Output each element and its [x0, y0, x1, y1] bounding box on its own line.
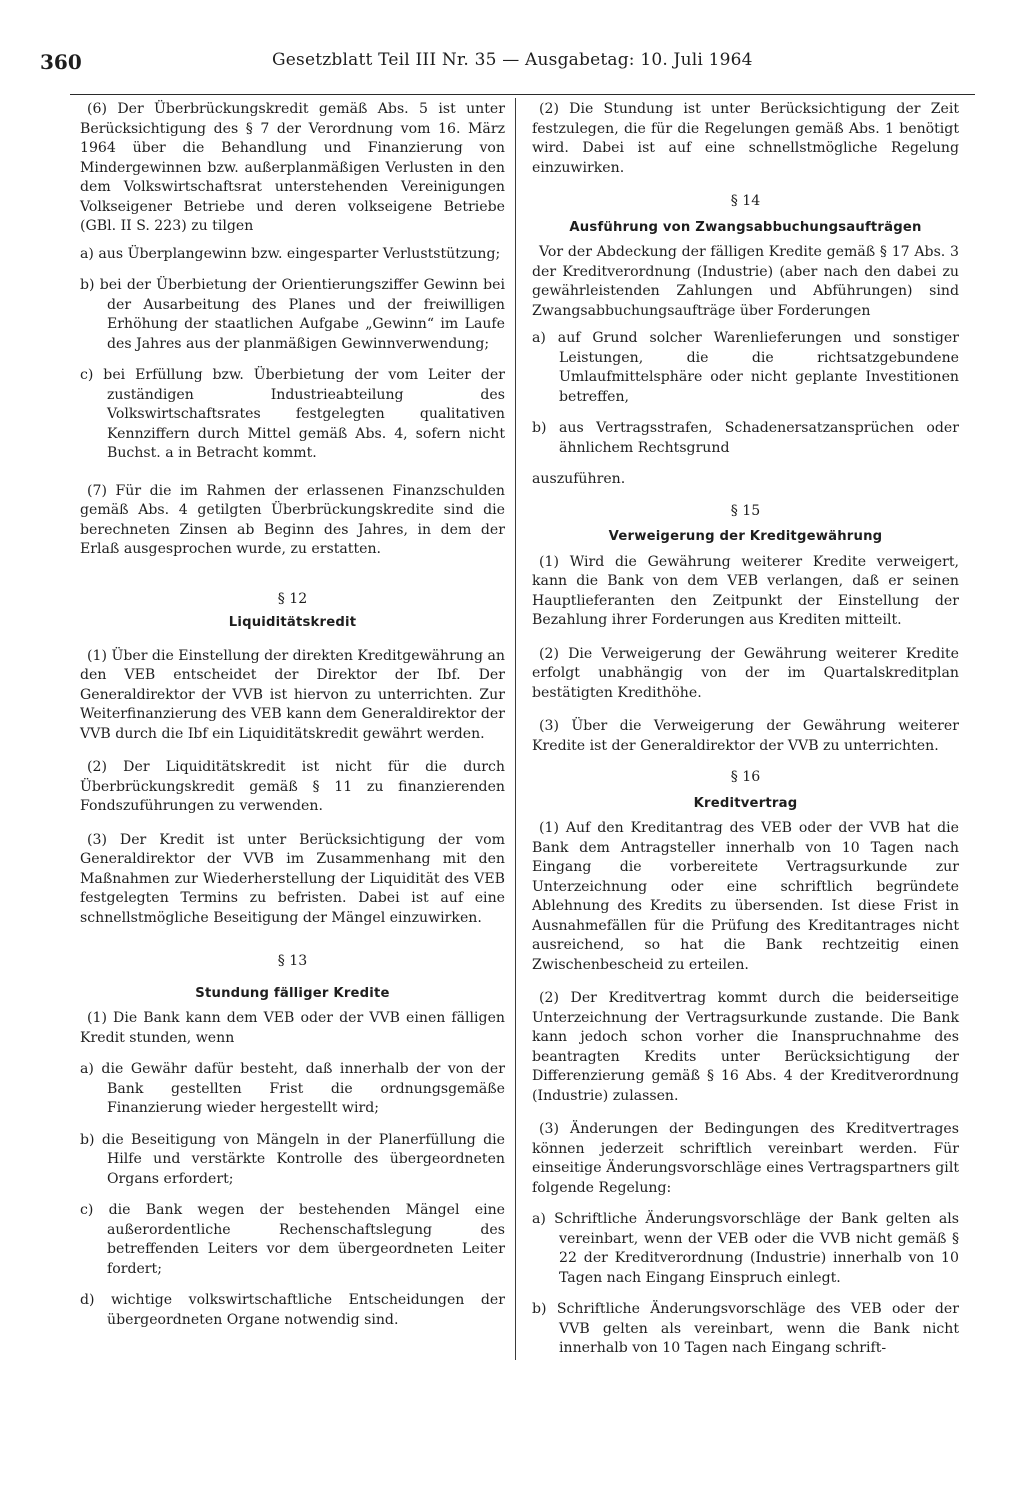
item-14a: a) auf Grund solcher Warenlieferungen und sonstiger Leistungen, die die richtsatzgebundene Umlaufmittelsphäre oder nicht geplante Investitionen betreffen,: [532, 330, 959, 405]
item-16-3a: a) Schriftliche Änderungsvorschläge der Bank gelten als vereinbart, wenn der VEB oder die VVB nicht gemäß § 22 der Kreditverordnung (Industrie) innerhalb von 10 Tagen nach Eingang Einspruch einlegt.: [532, 1211, 959, 1286]
item-6b: b) bei der Überbietung der Orientierungsziffer Gewinn bei der Ausarbeitung des Planes und der freiwilligen Erhöhung der staatlichen Aufgabe „Gewinn“ im Laufe des Jahres aus der planmäßigen Gewinnverwendung;: [80, 277, 505, 352]
section-15-para-3: (3) Über die Verweigerung der Gewährung weiterer Kredite ist der Generaldirektor der VVB zu unterrichten.: [532, 718, 959, 754]
item-13d: d) wichtige volkswirtschaftliche Entscheidungen der übergeordneten Organe notwendig sind.: [80, 1292, 505, 1328]
item-6a: a) aus Überplangewinn bzw. eingesparter Verluststützung;: [80, 245, 501, 262]
section-16-para-2: (2) Der Kreditvertrag kommt durch die beiderseitige Unterzeichnung der Vertragsurkunde zustande. Die Bank kann jedoch schon vorher die Inanspruchnahme des beantragten Kredits unter Berücksichtigung der Differenzierung gemäß § 16 Abs. 4 der Kreditverordnung (Industrie) zulassen.: [532, 990, 959, 1104]
section-15-para-1: (1) Wird die Gewährung weiterer Kredite verweigert, kann die Bank von dem VEB verlangen, daß er seinen Hauptlieferanten den Zeitpunkt der Einstellung der Bezahlung ihrer Forderungen aus Krediten mitteilt.: [532, 553, 959, 628]
section-15-number: § 15: [730, 502, 761, 519]
page-header: [40, 50, 964, 80]
section-13-number: § 13: [277, 953, 308, 969]
item-13a: a) die Gewähr dafür besteht, daß innerhalb der von der Bank gestellten Frist die ordnungsgemäße Finanzierung wieder hergestellt wird;: [80, 1061, 505, 1116]
section-14-intro: Vor der Abdeckung der fälligen Kredite gemäß § 17 Abs. 3 der Kreditverordnung (Industrie) (aber nach den dabei zu gewährleistenden Zahlungen und Abführungen) sind Zwangsabbuchungsaufträge über Forderungen: [532, 244, 959, 319]
page-number: 360: [40, 50, 82, 74]
item-13b: b) die Beseitigung von Mängeln in der Planerfüllung die Hilfe und verstärkte Kontrolle des übergeordneten Organs erfordert;: [80, 1131, 505, 1187]
section-13-title: Stundung fälliger Kredite: [195, 985, 390, 1001]
section-12-para-1: (1) Über die Einstellung der direkten Kreditgewährung an den VEB entscheidet der Direktor der Ibf. Der Generaldirektor der VVB ist hiervon zu unterrichten. Zur Weiterfinanzierung des VEB kann dem Generaldirektor der VVB durch die Ibf ein Liquiditätskredit gewährt werden.: [80, 647, 505, 742]
item-14b: b) aus Vertragsstrafen, Schadenersatzansprüchen oder ähnlichem Rechtsgrund: [532, 420, 959, 456]
section-12-para-3: (3) Der Kredit ist unter Berücksichtigung der vom Generaldirektor der VVB im Zusammenhang mit den Maßnahmen zur Wiederherstellung der Liquidität des VEB festgelegten Termins zu befristen. Dabei ist auf eine schnellstmögliche Beseitigung der Mängel einzuwirken.: [80, 831, 505, 926]
column-divider: [515, 98, 516, 1360]
section-16-number: § 16: [730, 769, 761, 785]
left-column: [80, 100, 505, 1330]
item-16-3b: b) Schriftliche Änderungsvorschläge des VEB oder der VVB gelten als vereinbart, wenn die Bank nicht innerhalb von 10 Tagen nach Eingang schrift-: [532, 1301, 959, 1356]
section-13-para-1: (1) Die Bank kann dem VEB oder der VVB einen fälligen Kredit stunden, wenn: [80, 1010, 505, 1046]
section-16-para-1: (1) Auf den Kreditantrag des VEB oder der VVB hat die Bank dem Antragsteller innerhalb von 10 Tagen nach Eingang die vorbereitete Vertragsurkunde zur Unterzeichnung oder eine schriftlich begründete Ablehnung des Kredits zu übersenden. Ist diese Frist in Ausnahmefällen für die Prüfung des Kreditantrages nicht ausreichend, so hat die Bank rechtzeitig einen Zwischenbescheid zu erteilen.: [532, 820, 959, 973]
section-12-title: Liquiditätskredit: [228, 615, 357, 630]
section-12-para-2: (2) Der Liquiditätskredit ist nicht für die durch Überbrückungskredit gemäß § 11 zu finanzierenden Fondszuführungen zu verwenden.: [80, 759, 505, 814]
section-13-para-2: (2) Die Stundung ist unter Berücksichtigung der Zeit festzulegen, die für die Regelungen gemäß Abs. 1 benötigt wird. Dabei ist auf eine schnellstmögliche Regelung einzuwirken.: [532, 101, 959, 176]
running-title: Gesetzblatt Teil III Nr. 35 — Ausgabetag: 10. Juli 1964: [272, 50, 753, 70]
section-12-number: § 12: [277, 590, 308, 607]
section-16-para-3: (3) Änderungen der Bedingungen des Kreditvertrages können jederzeit schriftlich vereinbart werden. Für einseitige Änderungsvorschläge eines Vertragspartners gilt folgende Regelung:: [532, 1121, 959, 1196]
paragraph-7: (7) Für die im Rahmen der erlassenen Finanzschulden gemäß Abs. 4 getilgten Überbrückungskredite sind die berechneten Zinsen ab Beginn des Jahres, in dem der Erlaß ausgesprochen wurde, zu erstatten.: [80, 482, 505, 557]
section-14-closing: auszuführen.: [532, 471, 626, 487]
right-column: [532, 100, 959, 1359]
section-14-title: Ausführung von Zwangsabbuchungsaufträgen: [569, 219, 922, 235]
item-13c: c) die Bank wegen der bestehenden Mängel eine außerordentliche Rechenschaftslegung des betreffenden Leiters vor dem übergeordneten Leiter fordert;: [80, 1202, 505, 1277]
header-rule: [70, 94, 975, 95]
section-15-para-2: (2) Die Verweigerung der Gewährung weiterer Kredite erfolgt unabhängig von der im Quartalskreditplan bestätigten Kredithöhe.: [532, 645, 959, 701]
item-6c: c) bei Erfüllung bzw. Überbietung der vom Leiter der zuständigen Industrieabteilung des Volkswirtschaftsrates festgelegten qualitativen Kennziffern durch Mittel gemäß Abs. 4, sofern nicht Buchst. a in Betracht kommt.: [80, 367, 505, 461]
section-14-number: § 14: [730, 193, 761, 209]
paragraph-6: (6) Der Überbrückungskredit gemäß Abs. 5 ist unter Berücksichtigung des § 7 der Verordnung vom 16. März 1964 über die Behandlung und Finanzierung von Mindergewinnen bzw. außerplanmäßigen Verlusten in den dem Volkswirtschaftsrat unterstehenden Vereinigungen Volkseigener Betriebe und deren volkseigene Betriebe (GBl. II S. 223) zu tilgen: [80, 101, 505, 234]
section-16-title: Kreditvertrag: [693, 795, 798, 811]
section-15-title: Verweigerung der Kreditgewährung: [608, 529, 883, 544]
